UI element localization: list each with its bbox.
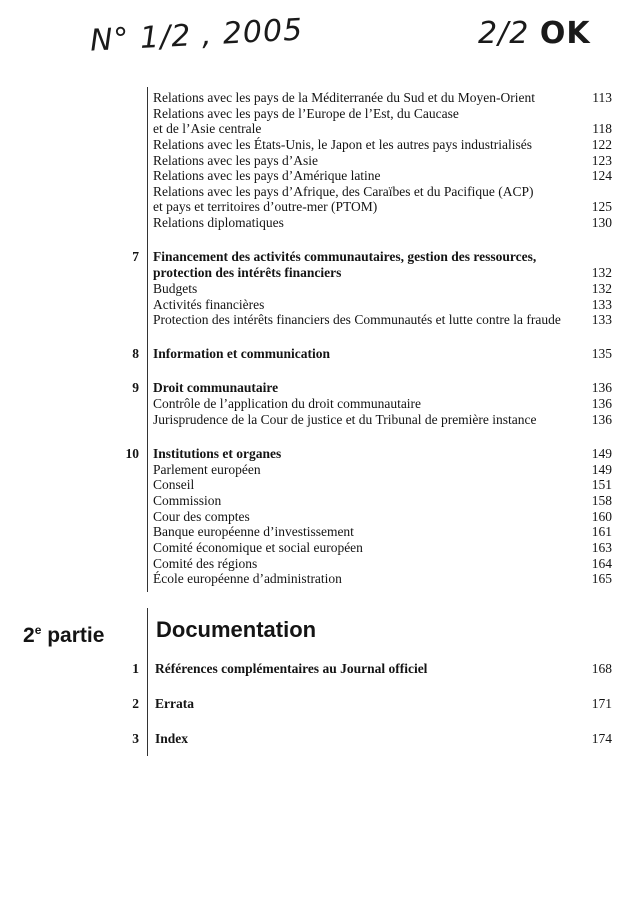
entry-page: 118 — [592, 121, 612, 136]
toc-entry — [0, 556, 628, 572]
entry-page: 174 — [591, 731, 612, 746]
part2-entry — [0, 731, 628, 747]
entry-page: 113 — [592, 90, 612, 105]
part-word: partie — [47, 624, 105, 647]
entry-page: 161 — [591, 524, 612, 539]
entry-page: 158 — [591, 493, 612, 508]
entry-page: 165 — [591, 571, 612, 586]
entry-text: Relations avec les pays d’Asie — [153, 153, 318, 168]
entry-text: Contrôle de l’application du droit communautaire — [153, 396, 422, 411]
toc-entry — [0, 199, 628, 215]
toc-entry — [0, 297, 628, 313]
chapter-page: 149 — [591, 446, 612, 461]
toc-entry — [0, 215, 628, 231]
chapter-heading — [0, 446, 628, 462]
entry-page: 133 — [591, 297, 612, 312]
toc-entry — [0, 121, 628, 137]
entry-text: Activités financières — [153, 297, 265, 312]
entry-page: 123 — [591, 153, 612, 168]
toc-entry — [0, 396, 628, 412]
entry-text: Budgets — [153, 281, 198, 296]
part-number: 2 — [23, 624, 35, 647]
chapter-title: Information et communication — [153, 346, 330, 361]
entry-page: 171 — [591, 696, 612, 711]
entry-text: Comité économique et social européen — [153, 540, 363, 555]
entry-page: 136 — [591, 412, 612, 427]
toc-entry — [0, 477, 628, 493]
entry-text: Errata — [155, 696, 194, 711]
entry-number: 1 — [132, 661, 139, 676]
entry-page: 122 — [591, 137, 612, 152]
entry-text: Relations diplomatiques — [153, 215, 284, 230]
part2-entry — [0, 661, 628, 677]
entry-text: et pays et territoires d’outre-mer (PTOM) — [153, 199, 378, 214]
handwritten-ok: OK — [539, 16, 591, 51]
entry-number: 2 — [132, 696, 139, 711]
part2-entry — [0, 696, 628, 712]
part-title: Documentation — [156, 617, 317, 642]
part-superscript: e — [34, 623, 42, 637]
chapter-page: 135 — [591, 346, 612, 361]
entry-page: 168 — [591, 661, 612, 676]
toc-entry — [0, 493, 628, 509]
toc-entry — [0, 90, 628, 106]
chapter-number: 10 — [125, 446, 139, 461]
toc-entry — [0, 153, 628, 169]
chapter-heading — [0, 380, 628, 396]
chapter-number: 8 — [132, 346, 139, 361]
chapter-page: 132 — [591, 265, 612, 280]
toc-entry — [0, 137, 628, 153]
entry-text: Parlement européen — [153, 462, 261, 477]
handwritten-fraction: 2/2 — [478, 16, 530, 51]
chapter-number: 7 — [132, 249, 139, 264]
toc-entry — [0, 312, 628, 328]
handwritten-check-note — [478, 16, 591, 51]
entry-text: Relations avec les pays de l’Europe de l’Est, du Caucase — [153, 106, 459, 121]
toc-entry — [0, 412, 628, 428]
entry-text: Relations avec les pays d’Afrique, des Caraïbes et du Pacifique (ACP) — [153, 184, 534, 199]
entry-text: et de l’Asie centrale — [153, 121, 262, 136]
toc-entry — [0, 540, 628, 556]
toc-entry — [0, 509, 628, 525]
chapter-heading — [0, 249, 628, 265]
toc-entry — [0, 168, 628, 184]
chapter-title: Droit communautaire — [153, 380, 279, 395]
entry-page: 151 — [591, 477, 612, 492]
part-label — [23, 617, 104, 649]
chapter-page: 136 — [591, 380, 612, 395]
entry-text: Conseil — [153, 477, 195, 492]
entry-text: Cour des comptes — [153, 509, 250, 524]
entry-page: 132 — [591, 281, 612, 296]
entry-text: Commission — [153, 493, 222, 508]
entry-page: 130 — [591, 215, 612, 230]
toc-entry — [0, 462, 628, 478]
entry-page: 124 — [591, 168, 612, 183]
chapter-title: protection des intérêts financiers — [153, 265, 342, 280]
toc-entry — [0, 571, 628, 587]
entry-text: Jurisprudence de la Cour de justice et du Tribunal de première instance — [153, 412, 537, 427]
entry-page: 136 — [591, 396, 612, 411]
chapter-title: Financement des activités communautaires, gestion des ressources, — [153, 249, 537, 264]
entry-text: Références complémentaires au Journal officiel — [155, 661, 428, 676]
entry-page: 125 — [591, 199, 612, 214]
entry-text: École européenne d’administration — [153, 571, 342, 586]
toc-entry — [0, 106, 628, 122]
entry-text: Relations avec les pays de la Méditerranée du Sud et du Moyen-Orient — [153, 90, 536, 105]
chapter-number: 9 — [132, 380, 139, 395]
entry-page: 164 — [591, 556, 612, 571]
entry-number: 3 — [132, 731, 139, 746]
chapter-heading — [0, 346, 628, 362]
entry-text: Banque européenne d’investissement — [153, 524, 354, 539]
entry-page: 133 — [591, 312, 612, 327]
chapter-heading-cont — [0, 265, 628, 281]
entry-text: Index — [155, 731, 189, 746]
chapter-title: Institutions et organes — [153, 446, 282, 461]
entry-page: 149 — [591, 462, 612, 477]
entry-page: 160 — [591, 509, 612, 524]
toc-entry — [0, 524, 628, 540]
entry-text: Comité des régions — [153, 556, 258, 571]
entry-page: 163 — [591, 540, 612, 555]
entry-text: Protection des intérêts financiers des Communautés et lutte contre la fraude — [153, 312, 561, 327]
toc-entry — [0, 184, 628, 200]
entry-text: Relations avec les pays d’Amérique latine — [153, 168, 381, 183]
toc-entry — [0, 281, 628, 297]
entry-text: Relations avec les États-Unis, le Japon et les autres pays industrialisés — [153, 137, 533, 152]
handwritten-issue-note: N° 1/2 , 2005 — [89, 12, 304, 59]
